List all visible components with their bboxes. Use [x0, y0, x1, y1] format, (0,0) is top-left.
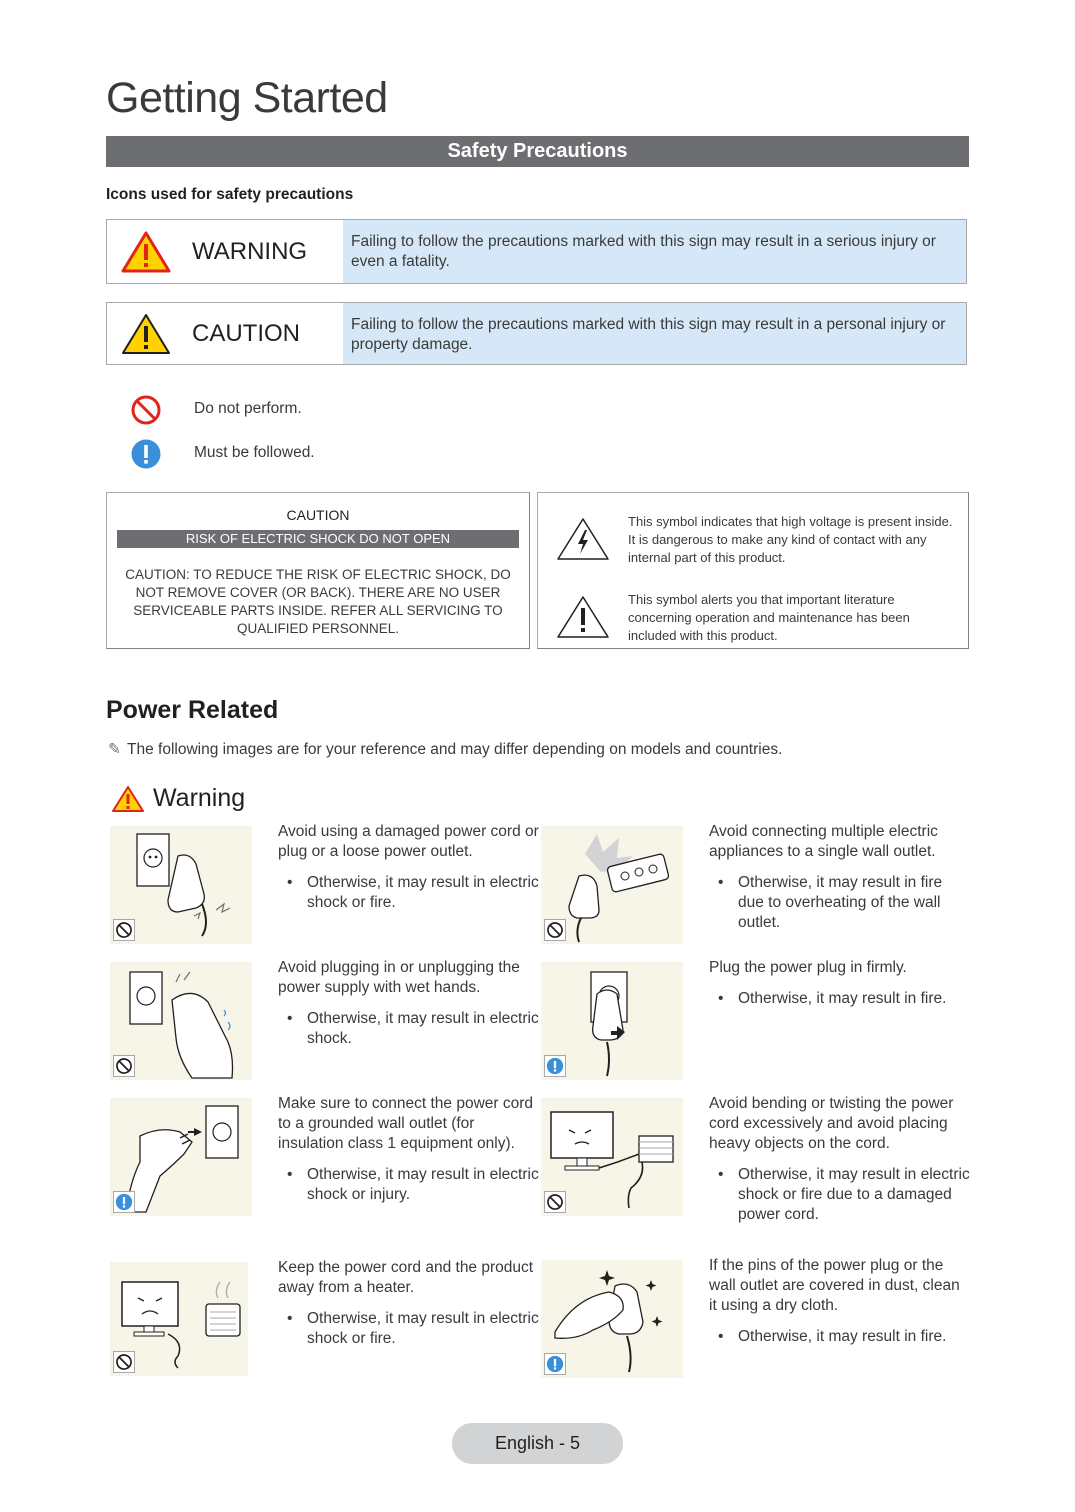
prohibited-icon: [130, 394, 162, 426]
caution-label-box: [106, 492, 530, 649]
badge: [113, 1055, 135, 1077]
multiple-appliances-illustration: [541, 826, 683, 944]
must-follow-text: Must be followed.: [194, 444, 315, 461]
badge: [544, 1055, 566, 1077]
item-text: [709, 822, 971, 933]
item-description: Avoid bending or twisting the power cord excessively and avoid placing heavy objects on the cord.: [709, 1095, 954, 1152]
badge: [544, 1191, 566, 1213]
item-text: [709, 1256, 971, 1347]
item-text: [709, 1094, 971, 1225]
warning-legend-box: [106, 219, 967, 284]
warning-subheading: [111, 784, 245, 813]
prohibited-icon: [115, 1353, 133, 1371]
page-title: Getting Started: [106, 74, 388, 122]
badge: [544, 1353, 566, 1375]
item-text: [278, 1094, 540, 1205]
warning-triangle-icon: [111, 785, 145, 813]
do-not-perform-row: [130, 394, 302, 426]
mandatory-icon: [115, 1193, 133, 1211]
item-text: [278, 822, 540, 913]
item-description: Keep the power cord and the product away from a heater.: [278, 1259, 534, 1296]
wet-hands-illustration: [110, 962, 252, 1080]
damaged-cord-illustration: [110, 826, 252, 944]
warning-label: WARNING: [192, 237, 308, 265]
symbol-explanation-box: [537, 492, 969, 649]
must-follow-row: [130, 438, 315, 470]
section-title-bar: Safety Precautions: [106, 136, 969, 167]
do-not-perform-text: Do not perform.: [194, 400, 302, 417]
item-description: Avoid plugging in or unplugging the power supply with wet hands.: [278, 959, 520, 996]
warning-legend-label: [107, 220, 343, 283]
bent-cord-illustration: [541, 1098, 683, 1216]
badge: [113, 1351, 135, 1373]
caution-legend-box: [106, 302, 967, 365]
warning-triangle-icon: [120, 230, 172, 274]
item-description: Avoid connecting multiple electric appliances to a single wall outlet.: [709, 823, 938, 860]
reference-note: [108, 740, 782, 759]
literature-text: This symbol alerts you that important literature concerning operation and maintenance has been included with this product.: [628, 592, 910, 643]
caution-triangle-icon: [120, 312, 172, 356]
item-description: Plug the power plug in firmly.: [709, 959, 907, 976]
plug-firmly-illustration: [541, 962, 683, 1080]
badge: [113, 1191, 135, 1213]
dusty-pins-illustration: [541, 1260, 683, 1378]
label-risk-bar: RISK OF ELECTRIC SHOCK DO NOT OPEN: [117, 530, 519, 548]
item-description: If the pins of the power plug or the wall outlet are covered in dust, clean it using a dry cloth.: [709, 1257, 960, 1314]
mandatory-icon: [130, 438, 162, 470]
caution-label: CAUTION: [192, 319, 300, 347]
high-voltage-icon: [554, 515, 612, 563]
item-text: [709, 958, 971, 1009]
item-bullet: • Otherwise, it may result in fire.: [709, 989, 971, 1009]
important-literature-icon: [554, 593, 612, 641]
high-voltage-text: This symbol indicates that high voltage is present inside. It is dangerous to make any kind of contact with any internal part of this product.: [628, 514, 953, 565]
item-text: [278, 1258, 540, 1349]
prohibited-icon: [546, 1193, 564, 1211]
mandatory-icon: [546, 1057, 564, 1075]
heater-illustration: [110, 1262, 248, 1376]
badge: [544, 919, 566, 941]
warning-subheading-text: Warning: [153, 784, 246, 812]
item-bullet: • Otherwise, it may result in electric shock or injury.: [278, 1165, 540, 1205]
reference-note-text: The following images are for your reference and may differ depending on models and countries.: [127, 741, 783, 758]
item-bullet: • Otherwise, it may result in electric shock.: [278, 1009, 540, 1049]
item-description: Make sure to connect the power cord to a grounded wall outlet (for insulation class 1 equipment only).: [278, 1095, 534, 1152]
caution-legend-label: [107, 303, 343, 364]
prohibited-icon: [546, 921, 564, 939]
warning-description: Failing to follow the precautions marked with this sign may result in a serious injury or even a fatality.: [343, 220, 966, 283]
icons-heading: Icons used for safety precautions: [106, 186, 354, 203]
item-bullet: • Otherwise, it may result in electric shock or fire.: [278, 1309, 540, 1349]
item-text: [278, 958, 540, 1049]
label-caution-title: CAUTION: [286, 507, 350, 523]
item-bullet: • Otherwise, it may result in electric shock or fire.: [278, 873, 540, 913]
mandatory-icon: [546, 1355, 564, 1373]
grounded-outlet-illustration: [110, 1098, 252, 1216]
prohibited-icon: [115, 921, 133, 939]
badge: [113, 919, 135, 941]
power-related-heading: Power Related: [106, 696, 279, 724]
item-bullet: • Otherwise, it may result in fire.: [709, 1327, 971, 1347]
page-number: English - 5: [452, 1423, 623, 1464]
caution-description: Failing to follow the precautions marked with this sign may result in a personal injury or property damage.: [343, 303, 966, 364]
item-description: Avoid using a damaged power cord or plug or a loose power outlet.: [278, 823, 539, 860]
label-caution-text: CAUTION: TO REDUCE THE RISK OF ELECTRIC SHOCK, DO NOT REMOVE COVER (OR BACK). THERE ARE NO USER SERVICEABLE PARTS INSIDE. REFER ALL SERVICING TO QUALIFIED PERSONNEL.: [125, 567, 511, 636]
item-bullet: • Otherwise, it may result in fire due to overheating of the wall outlet.: [709, 873, 971, 933]
pencil-note-icon: ✎: [108, 741, 121, 758]
prohibited-icon: [115, 1057, 133, 1075]
item-bullet: • Otherwise, it may result in electric shock or fire due to a damaged power cord.: [709, 1165, 971, 1225]
